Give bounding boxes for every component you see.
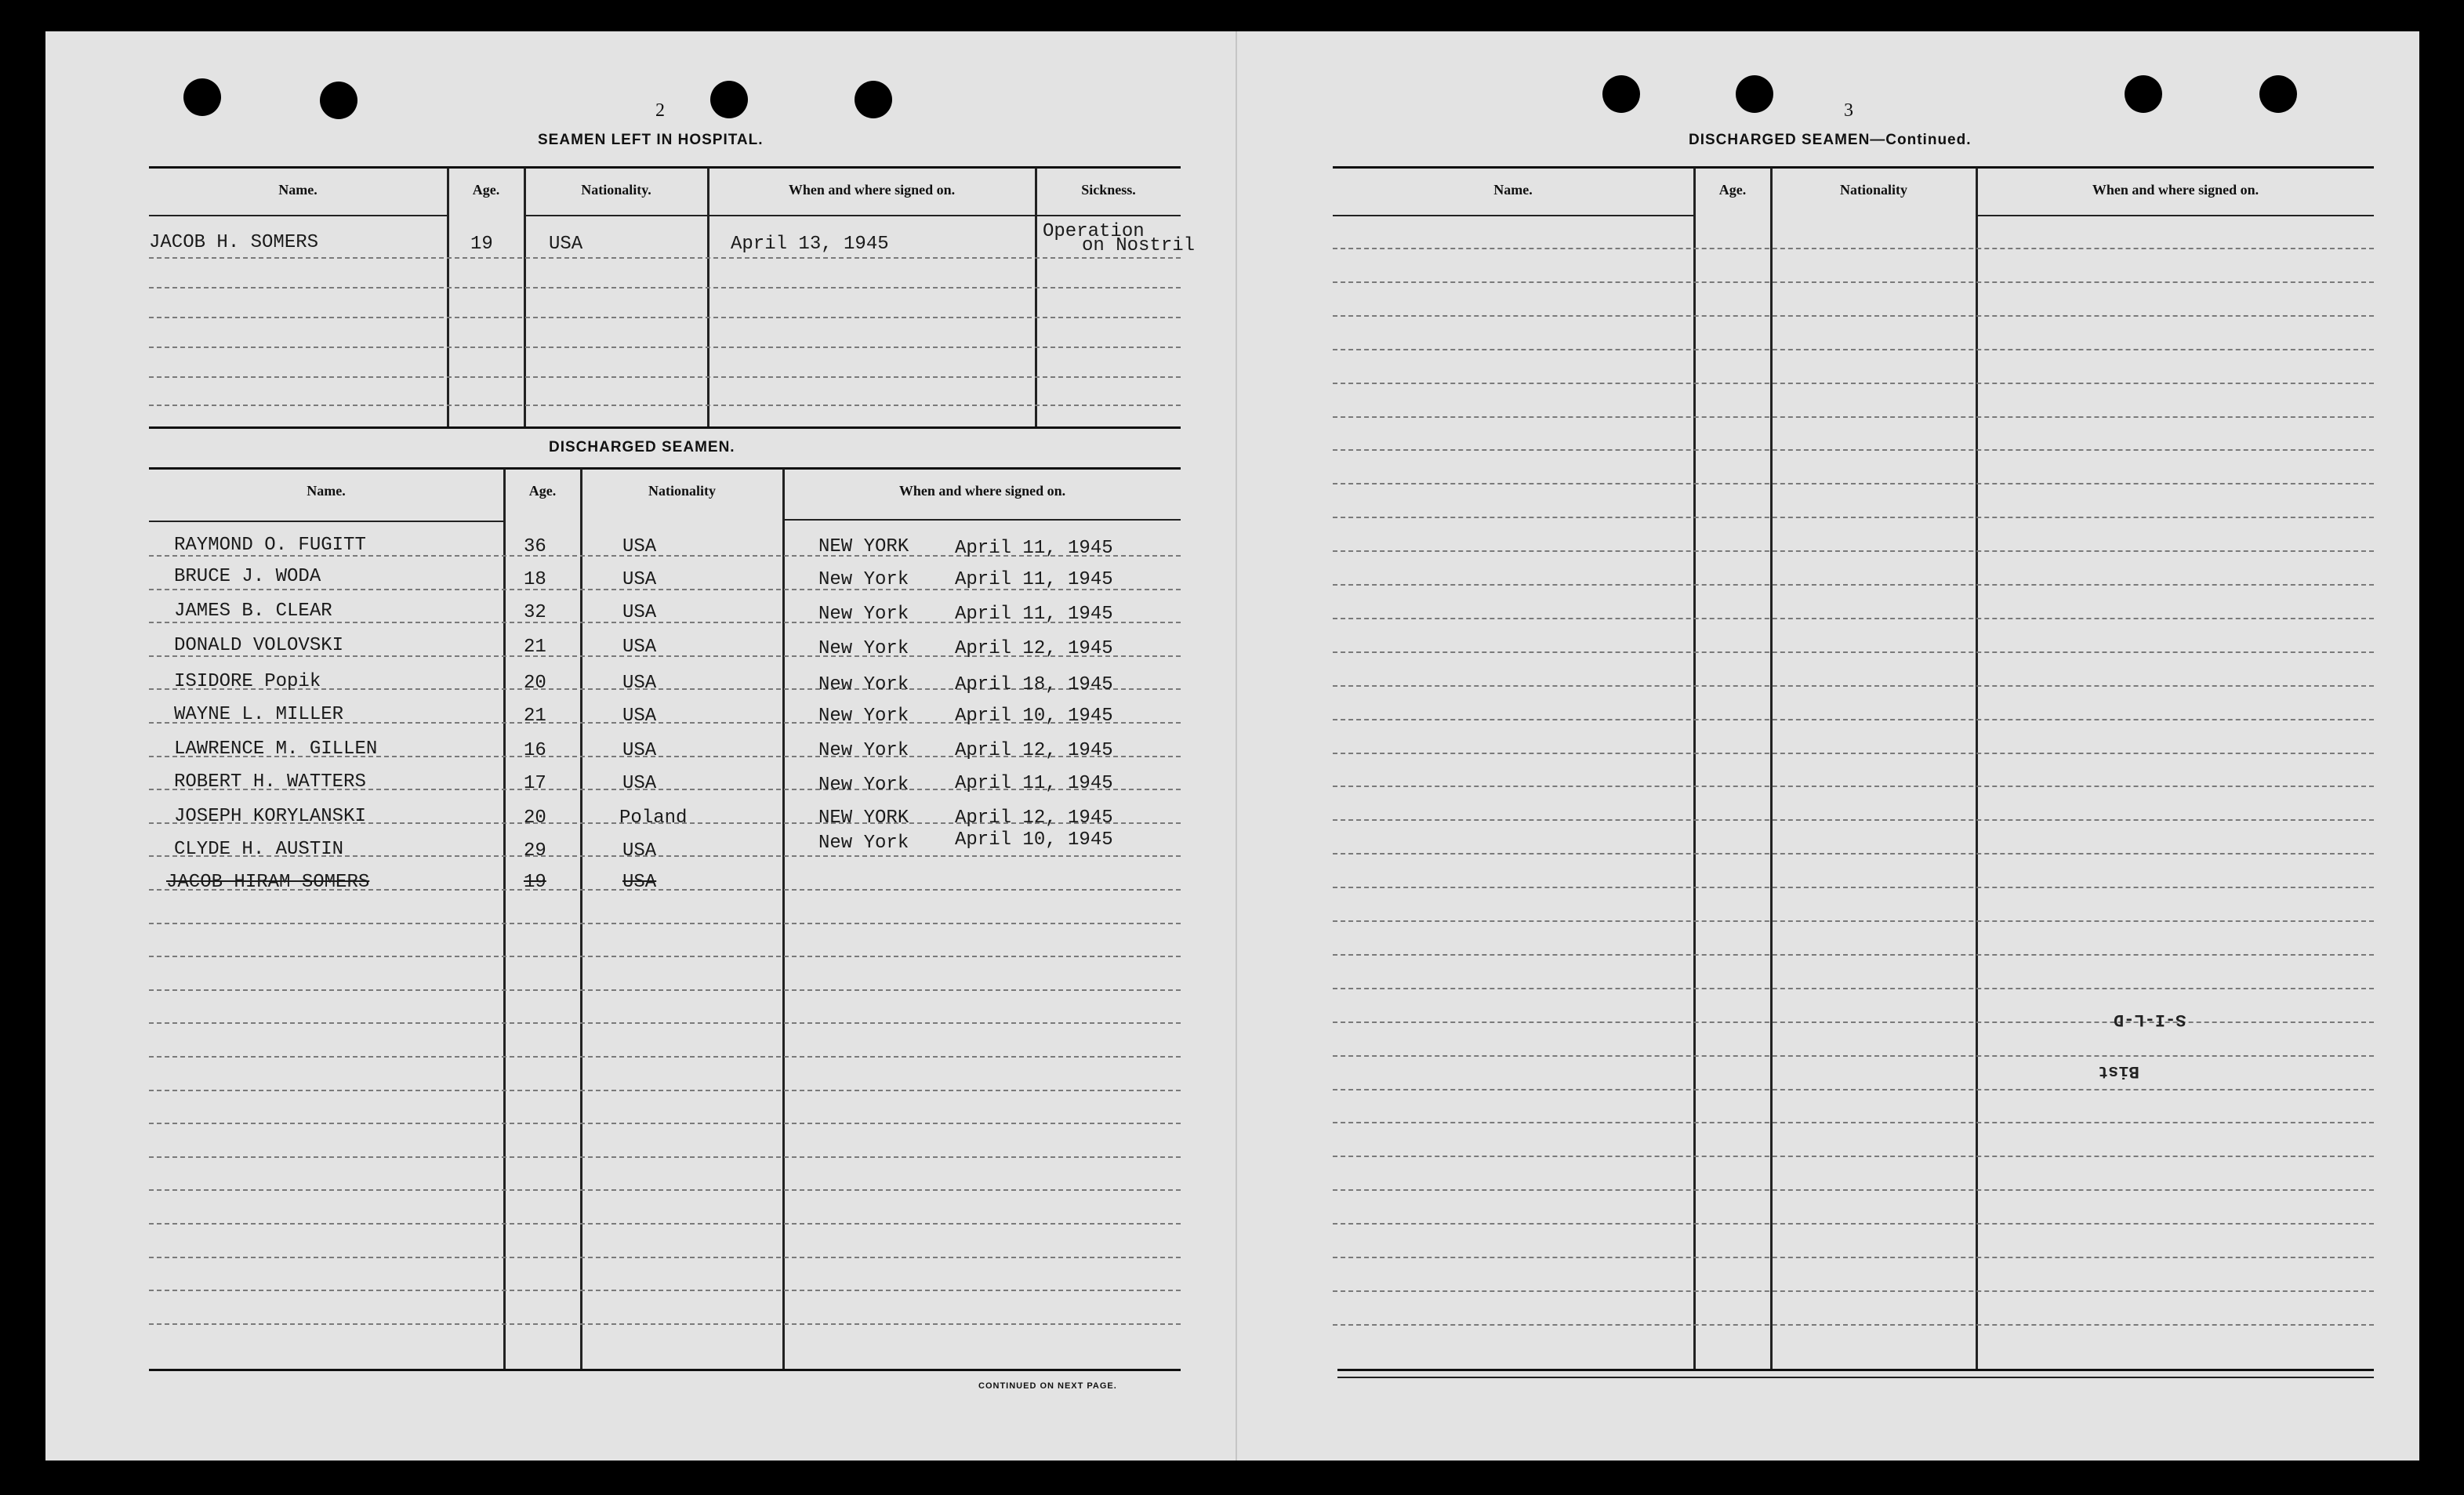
seaman-signed-place: New York: [818, 740, 909, 761]
document-paper: [45, 31, 2419, 1461]
column-divider: [580, 469, 582, 1369]
seaman-nationality: USA: [622, 872, 657, 893]
seaman-nationality: USA: [622, 569, 657, 590]
seaman-nationality: USA: [622, 740, 657, 761]
ruled-line: [149, 923, 1181, 924]
seaman-age: 19: [524, 872, 546, 893]
ruled-line: [149, 287, 1181, 288]
ruled-line: [1333, 853, 2374, 855]
ruled-line: [1333, 517, 2374, 518]
seaman-name: RAYMOND O. FUGITT: [174, 535, 366, 556]
hospital-name: JACOB H. SOMERS: [149, 232, 319, 253]
seaman-signed-date: April 12, 1945: [955, 638, 1113, 659]
seaman-name: JAMES B. CLEAR: [174, 601, 332, 622]
ruled-line: [1333, 887, 2374, 888]
ruled-line: [1333, 1324, 2374, 1326]
continued-note: CONTINUED ON NEXT PAGE.: [978, 1381, 1117, 1391]
seaman-signed-place: New York: [818, 833, 909, 854]
rule: [149, 521, 503, 522]
column-divider: [782, 469, 785, 1369]
seaman-signed-place: New York: [818, 604, 909, 625]
rule: [1333, 215, 1693, 216]
seaman-signed-place: New York: [818, 569, 909, 590]
ruled-line: [1333, 618, 2374, 619]
seaman-nationality: USA: [622, 637, 657, 658]
ruled-line: [149, 405, 1181, 406]
ruled-line: [1333, 349, 2374, 350]
rule: [1333, 166, 2374, 169]
seaman-name: DONALD VOLOVSKI: [174, 635, 344, 656]
ruled-line: [1333, 281, 2374, 283]
hospital-sickness-line2: on Nostril: [1082, 235, 1196, 256]
seaman-age: 20: [524, 807, 546, 829]
punch-hole: [320, 82, 357, 119]
seaman-signed-date: April 11, 1945: [955, 538, 1113, 559]
seaman-signed-date: April 12, 1945: [955, 740, 1113, 761]
discharged-header-name: Name.: [307, 483, 346, 499]
seaman-name: BRUCE J. WODA: [174, 566, 321, 587]
seaman-nationality: USA: [622, 840, 657, 862]
ruled-line: [1333, 685, 2374, 687]
rule: [1977, 215, 2374, 216]
rule: [1337, 1377, 2374, 1378]
ruled-line: [1333, 449, 2374, 451]
seaman-nationality: USA: [622, 602, 657, 623]
ruled-line: [1333, 248, 2374, 249]
ruled-line: [149, 257, 1181, 259]
ruled-line: [1333, 1021, 2374, 1023]
discharged-header-age: Age.: [528, 483, 557, 499]
seaman-nationality: USA: [622, 673, 657, 694]
ruled-line: [1333, 954, 2374, 956]
seaman-signed-date: April 10, 1945: [955, 706, 1113, 727]
seaman-name: WAYNE L. MILLER: [174, 704, 344, 725]
seaman-name: ISIDORE Popik: [174, 671, 321, 692]
seaman-name: CLYDE H. AUSTIN: [174, 839, 344, 860]
page-number: 3: [1844, 100, 1853, 121]
punch-hole: [1736, 75, 1773, 113]
seaman-name: LAWRENCE M. GILLEN: [174, 738, 378, 760]
rule: [525, 215, 1181, 216]
seaman-name: JACOB HIRAM SOMERS: [166, 872, 370, 893]
hospital-header-nationality: Nationality.: [581, 182, 651, 198]
discharged-header-nationality: Nationality: [648, 483, 716, 499]
faded-stamp: S-I-L-D: [2114, 1010, 2186, 1029]
ruled-line: [149, 317, 1181, 318]
column-divider: [503, 469, 506, 1369]
hospital-header-age: Age.: [472, 182, 500, 198]
discharged-section-title: DISCHARGED SEAMEN.: [549, 439, 735, 455]
column-divider: [524, 168, 526, 426]
seaman-signed-date: April 11, 1945: [955, 569, 1113, 590]
seaman-age: 29: [524, 840, 546, 862]
ruled-line: [149, 1189, 1181, 1191]
seaman-nationality: USA: [622, 706, 657, 727]
ruled-line: [1333, 416, 2374, 418]
discharged-header-signed-on: When and where signed on.: [898, 483, 1066, 499]
seaman-signed-date: April 10, 1945: [955, 829, 1113, 851]
ruled-line: [1333, 315, 2374, 317]
rule: [784, 519, 1181, 521]
ruled-line: [1333, 651, 2374, 653]
right-header-name: Name.: [1493, 182, 1533, 198]
punch-hole: [855, 81, 892, 118]
ruled-line: [149, 1022, 1181, 1024]
punch-hole: [183, 78, 221, 116]
ruled-line: [1333, 753, 2374, 754]
seaman-age: 21: [524, 706, 546, 727]
punch-hole: [1602, 75, 1640, 113]
right-header-nationality: Nationality: [1839, 182, 1907, 198]
seaman-signed-place: New York: [818, 775, 909, 796]
hospital-signed-on: April 13, 1945: [731, 234, 889, 255]
discharged-continued-title: DISCHARGED SEAMEN—Continued.: [1689, 132, 1972, 148]
ruled-line: [1333, 550, 2374, 552]
seaman-age: 16: [524, 740, 546, 761]
ruled-line: [1333, 1089, 2374, 1090]
ruled-line: [1333, 920, 2374, 922]
hospital-section-title: SEAMEN LEFT IN HOSPITAL.: [538, 132, 764, 148]
seaman-age: 36: [524, 536, 546, 557]
ruled-line: [149, 1290, 1181, 1291]
ruled-line: [149, 1323, 1181, 1325]
rule: [149, 426, 1181, 429]
seaman-signed-date: April 12, 1945: [955, 807, 1113, 829]
ruled-line: [1333, 1257, 2374, 1258]
ruled-line: [1333, 988, 2374, 989]
seaman-nationality: USA: [622, 536, 657, 557]
ruled-line: [149, 1257, 1181, 1258]
page-fold: [1236, 31, 1237, 1461]
seaman-signed-date: April 11, 1945: [955, 773, 1113, 794]
seaman-name: ROBERT H. WATTERS: [174, 771, 366, 793]
seaman-age: 32: [524, 602, 546, 623]
rule: [149, 215, 447, 216]
seaman-age: 18: [524, 569, 546, 590]
hospital-sickness-line1: Operation: [1043, 221, 1145, 242]
ruled-line: [1333, 1156, 2374, 1157]
seaman-nationality: USA: [622, 773, 657, 794]
hospital-age: 19: [470, 234, 493, 255]
rule: [149, 467, 1181, 470]
ruled-line: [149, 956, 1181, 957]
ruled-line: [1333, 1189, 2374, 1191]
punch-hole: [2259, 75, 2297, 113]
ruled-line: [1333, 819, 2374, 821]
ruled-line: [1333, 1122, 2374, 1123]
ruled-line: [1333, 1223, 2374, 1225]
ruled-line: [1333, 719, 2374, 720]
ruled-line: [149, 1223, 1181, 1225]
rule: [149, 1369, 1181, 1371]
hospital-header-name: Name.: [278, 182, 318, 198]
rule: [149, 166, 1181, 169]
ruled-line: [149, 1123, 1181, 1124]
seaman-signed-date: April 11, 1945: [955, 604, 1113, 625]
ruled-line: [1333, 584, 2374, 586]
hospital-header-sickness: Sickness.: [1081, 182, 1136, 198]
seaman-name: JOSEPH KORYLANSKI: [174, 806, 366, 827]
hospital-nationality: USA: [549, 234, 583, 255]
seaman-age: 21: [524, 637, 546, 658]
right-header-signed-on: When and where signed on.: [2092, 182, 2259, 198]
punch-hole: [710, 81, 748, 118]
ruled-line: [1333, 1290, 2374, 1292]
hospital-header-signed-on: When and where signed on.: [788, 182, 956, 198]
ruled-line: [149, 989, 1181, 991]
seaman-nationality: Poland: [619, 807, 688, 829]
seaman-age: 17: [524, 773, 546, 794]
seaman-signed-place: NEW YORK: [818, 536, 909, 557]
ruled-line: [149, 1056, 1181, 1058]
seaman-signed-date: April 18, 1945: [955, 674, 1113, 695]
punch-hole: [2125, 75, 2162, 113]
seaman-signed-place: NEW YORK: [818, 807, 909, 829]
ruled-line: [1333, 483, 2374, 484]
seaman-age: 20: [524, 673, 546, 694]
ruled-line: [149, 1090, 1181, 1091]
ruled-line: [1333, 383, 2374, 384]
faded-stamp: Bist: [2098, 1061, 2139, 1081]
rule: [1337, 1369, 2374, 1371]
ruled-line: [149, 376, 1181, 378]
column-divider: [707, 168, 709, 426]
ruled-line: [1333, 786, 2374, 787]
seaman-signed-place: New York: [818, 674, 909, 695]
column-divider: [447, 168, 449, 426]
seaman-signed-place: New York: [818, 706, 909, 727]
ruled-line: [1333, 1055, 2374, 1057]
right-header-age: Age.: [1718, 182, 1747, 198]
seaman-signed-place: New York: [818, 638, 909, 659]
page-number: 2: [655, 100, 665, 121]
ruled-line: [149, 347, 1181, 348]
column-divider: [1035, 168, 1037, 426]
ruled-line: [149, 1156, 1181, 1158]
